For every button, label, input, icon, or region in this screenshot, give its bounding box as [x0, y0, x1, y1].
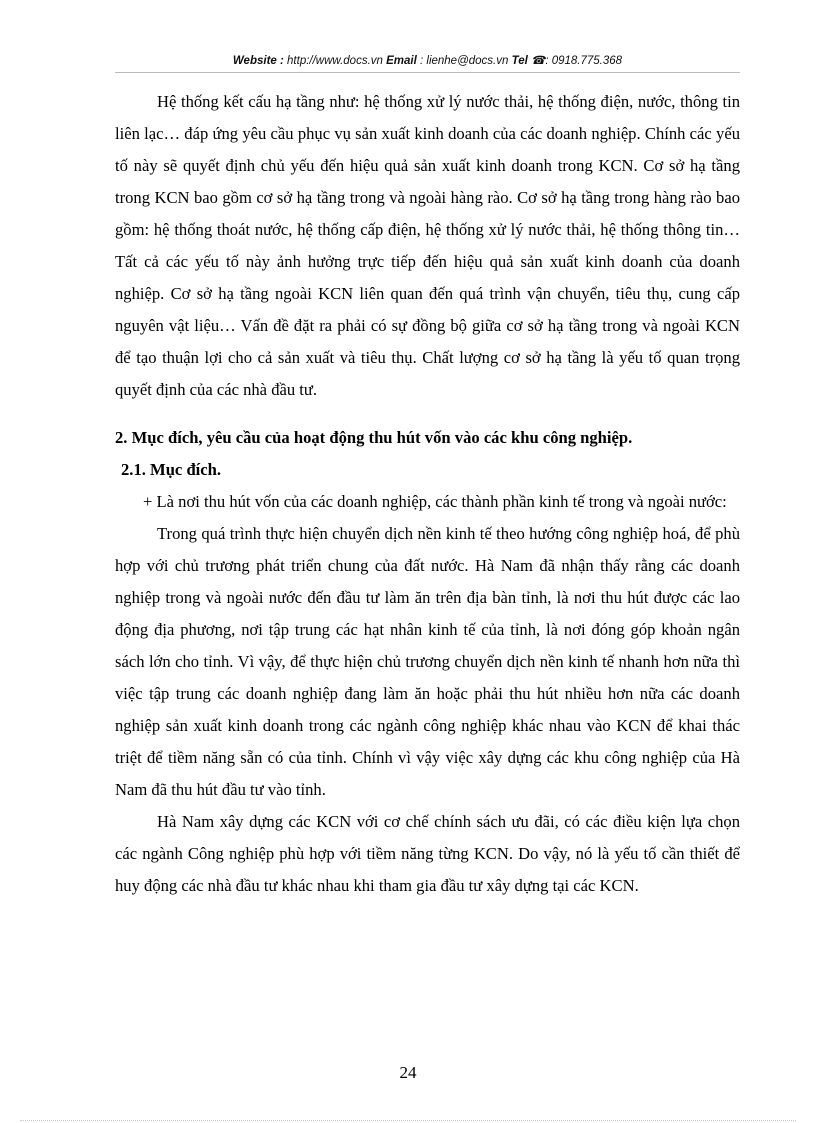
email-label: Email: [386, 55, 417, 67]
header-divider: [115, 72, 740, 73]
page-header: [115, 53, 740, 67]
footer-divider: [20, 1120, 796, 1121]
page-number: 24: [399, 1063, 417, 1082]
bullet-item: + Là nơi thu hút vốn của các doanh nghiệp, các thành phần kinh tế trong và ngoài nước:: [143, 492, 727, 511]
document-body: [115, 86, 740, 902]
website-url[interactable]: http://www.docs.vn: [287, 55, 383, 67]
subsection-heading: 2.1. Mục đích.: [121, 460, 222, 479]
section-heading: 2. Mục đích, yêu cầu của hoạt động thu hút vốn vào các khu công nghiệp.: [115, 428, 633, 447]
tel-value: : 0918.775.368: [545, 55, 623, 67]
paragraph-policy: Hà Nam xây dựng các KCN với cơ chế chính sách ưu đãi, có các điều kiện lựa chọn các ngành Công nghiệp phù hợp với tiềm năng từng KCN. Do vậy, nó là yếu tố cần thiết để huy động các nhà đầu tư khác nhau khi tham gia đầu tư xây dựng tại các KCN.: [115, 812, 740, 895]
phone-icon: ☎: [531, 55, 546, 67]
tel-label: Tel: [511, 55, 528, 67]
paragraph-infrastructure: Hệ thống kết cấu hạ tầng như: hệ thống xử lý nước thải, hệ thống điện, nước, thông tin liên lạc… đáp ứng yêu cầu phục vụ sản xuất kinh doanh của các doanh nghiệp. Chính các yếu tố này sẽ quyết định chủ yếu đến hiệu quả sản xuất kinh doanh trong KCN. Cơ sở hạ tầng trong KCN bao gồm cơ sở hạ tầng trong và ngoài hàng rào. Cơ sở hạ tầng trong hàng rào bao gồm: hệ thống thoát nước, hệ thống cấp điện, hệ thống xử lý nước thải, hệ thống thông tin… Tất cả các yếu tố này ảnh hưởng trực tiếp đến hiệu quả sản xuất kinh doanh của doanh nghiệp. Cơ sở hạ tầng ngoài KCN liên quan đến quá trình vận chuyển, tiêu thụ, cung cấp nguyên vật liệu… Vấn đề đặt ra phải có sự đồng bộ giữa cơ sở hạ tầng trong và ngoài KCN để tạo thuận lợi cho cả sản xuất và tiêu thụ. Chất lượng cơ sở hạ tầng là yếu tố quan trọng quyết định của các nhà đầu tư.: [115, 92, 740, 399]
paragraph-transition: Trong quá trình thực hiện chuyển dịch nền kinh tế theo hướng công nghiệp hoá, để phù hợp với chủ trương phát triển chung của đất nước. Hà Nam đã nhận thấy rằng các doanh nghiệp trong và ngoài nước đến đầu tư làm ăn trên địa bàn tỉnh, là nơi thu hút được các lao động địa phương, nơi tập trung các hạt nhân kinh tế của tỉnh, là nơi đóng góp khoản ngân sách lớn cho tỉnh. Vì vậy, để thực hiện chủ trương chuyển dịch nền kinh tế nhanh hơn nữa thì việc tập trung các doanh nghiệp đang làm ăn hoặc phải thu hút nhiều hơn nữa các doanh nghiệp sản xuất kinh doanh trong các ngành công nghiệp khác nhau vào KCN để khai thác triệt để tiềm năng sẵn có của tỉnh. Chính vì vậy việc xây dựng các khu công nghiệp của Hà Nam đã thu hút đầu tư vào tỉnh.: [115, 524, 740, 799]
website-label: Website :: [232, 55, 284, 67]
email-value[interactable]: : lienhe@docs.vn: [420, 55, 509, 67]
